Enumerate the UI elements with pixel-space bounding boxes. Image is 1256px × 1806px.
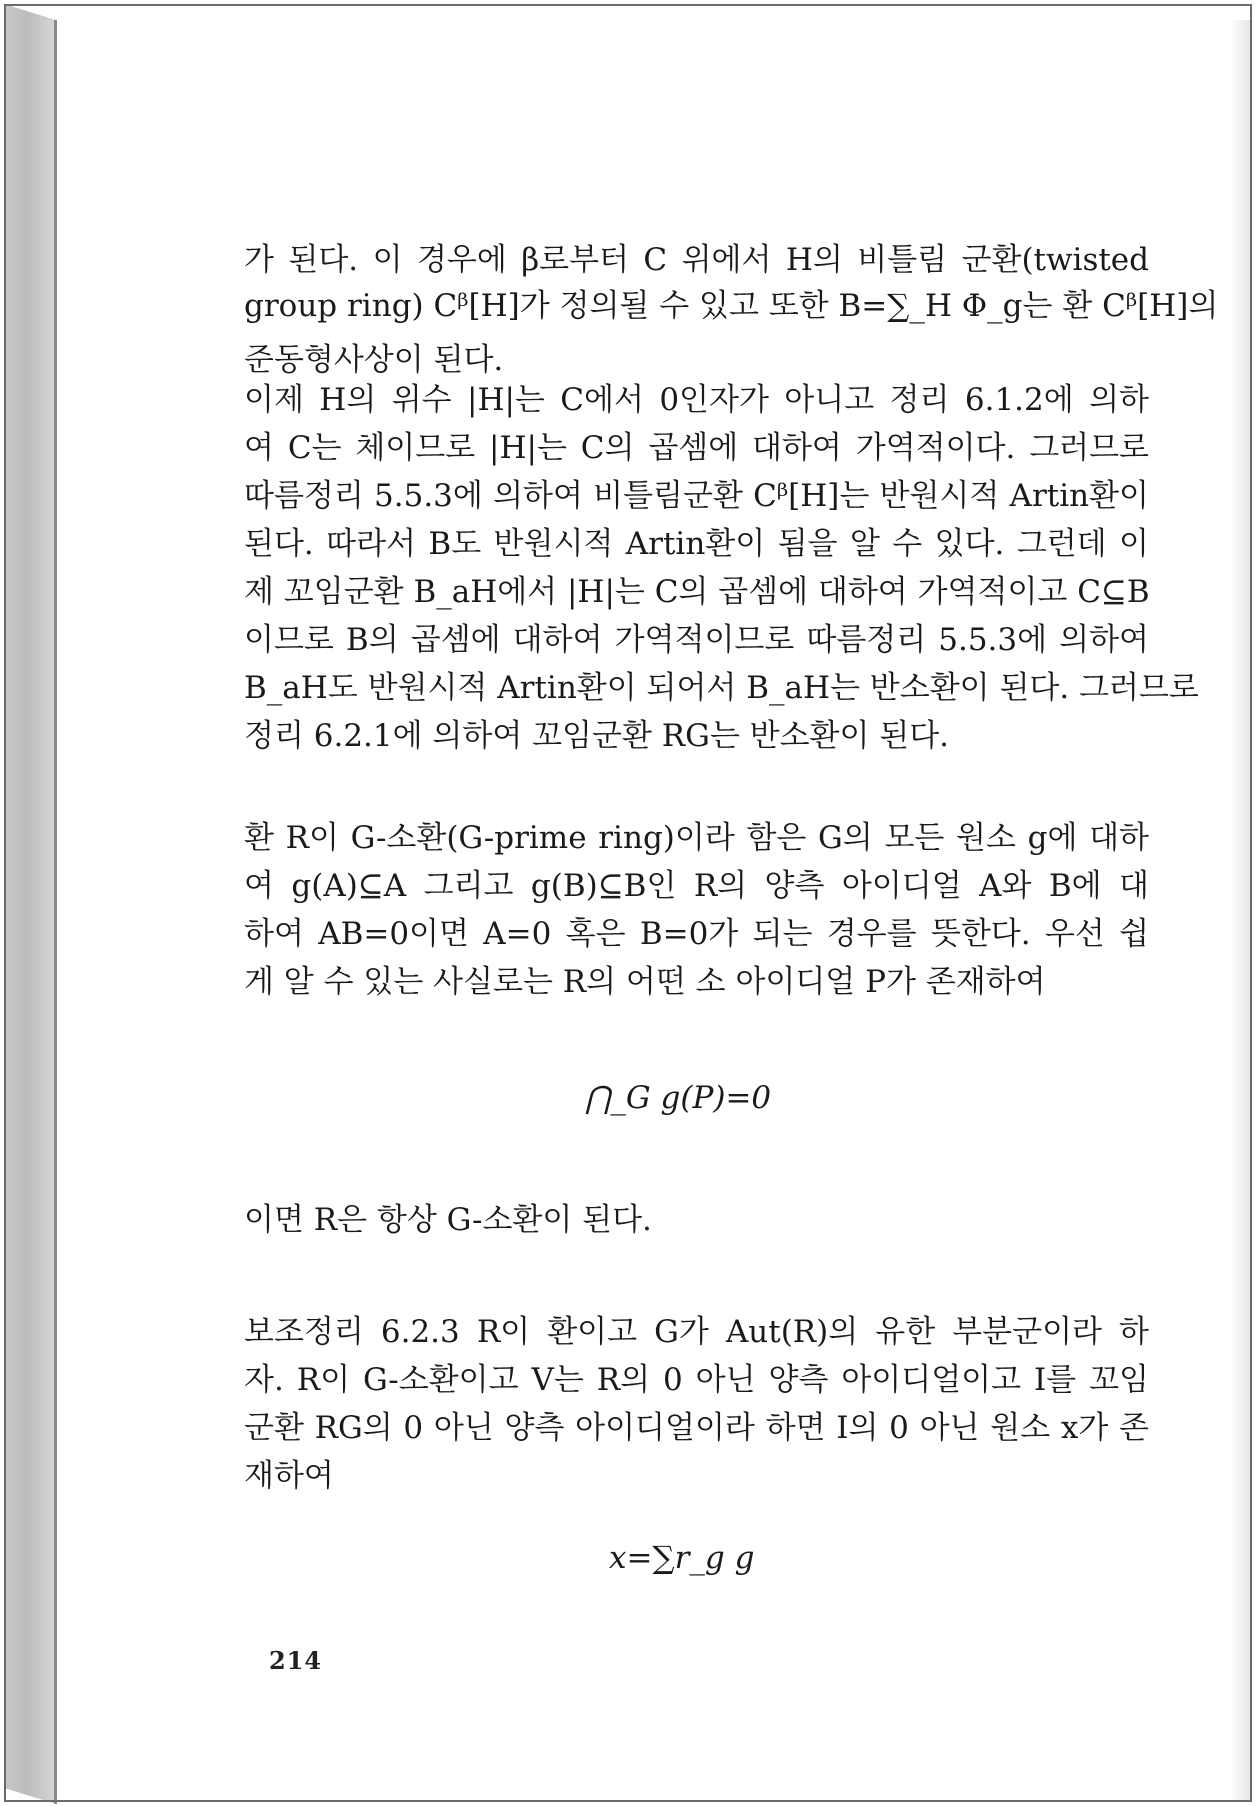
paragraph-2-line-2: 여 C는 체이므로 |H|는 C의 곱셈에 대하여 가역적이다. 그러므로 xyxy=(244,430,1149,466)
page-number: 214 xyxy=(269,1646,323,1675)
paragraph-4-line-1: 이면 R은 항상 G-소환이 된다. xyxy=(244,1202,652,1238)
page-edge-shadow xyxy=(1230,20,1252,1802)
book-spine xyxy=(4,4,56,1804)
page xyxy=(57,20,1252,1802)
paragraph-3-line-2: 여 g(A)⊆A 그리고 g(B)⊆B인 R의 양측 아이디얼 A와 B에 대 xyxy=(244,868,1149,904)
paragraph-2-line-5: 제 꼬임군환 B_aH에서 |H|는 C의 곱셈에 대하여 가역적이고 C⊆B xyxy=(244,574,1150,610)
paragraph-2-line-7: B_aH도 반원시적 Artin환이 되어서 B_aH는 반소환이 된다. 그러므로 xyxy=(244,670,1199,706)
lemma-line-4: 재하여 xyxy=(244,1458,334,1494)
equation-intersection: ⋂_G g(P)=0 xyxy=(585,1080,772,1116)
paragraph-2-line-4: 된다. 따라서 B도 반원시적 Artin환이 됨을 알 수 있다. 그런데 이 xyxy=(244,526,1149,562)
paragraph-1-line-3: 준동형사상이 된다. xyxy=(244,342,504,378)
paragraph-1-line-2: group ring) Cᵝ[H]가 정의될 수 있고 또한 B=∑_H Φ_g는 환 Cᵝ[H]의 xyxy=(244,288,1219,324)
lemma-line-3: 군환 RG의 0 아닌 양측 아이디얼이라 하면 I의 0 아닌 원소 x가 존 xyxy=(244,1410,1149,1446)
paragraph-1-line-1: 가 된다. 이 경우에 β로부터 C 위에서 H의 비틀림 군환(twisted xyxy=(244,242,1149,278)
lemma-line-2: 자. R이 G-소환이고 V는 R의 0 아닌 양측 아이디얼이고 I를 꼬임 xyxy=(244,1362,1149,1398)
paragraph-2-line-6: 이므로 B의 곱셈에 대하여 가역적이므로 따름정리 5.5.3에 의하여 xyxy=(244,622,1149,658)
equation-sum: x=∑r_g g xyxy=(609,1540,755,1576)
lemma-line-1: 보조정리 6.2.3 R이 환이고 G가 Aut(R)의 유한 부분군이라 하 xyxy=(244,1314,1149,1350)
paragraph-3-line-3: 하여 AB=0이면 A=0 혹은 B=0가 되는 경우를 뜻한다. 우선 쉽 xyxy=(244,916,1149,952)
paragraph-3-line-4: 게 알 수 있는 사실로는 R의 어떤 소 아이디얼 P가 존재하여 xyxy=(244,964,1046,1000)
paragraph-3-line-1: 환 R이 G-소환(G-prime ring)이라 함은 G의 모든 원소 g에 대하 xyxy=(244,820,1149,856)
paragraph-2-line-3: 따름정리 5.5.3에 의하여 비틀림군환 Cᵝ[H]는 반원시적 Artin환이 xyxy=(244,478,1149,514)
paragraph-2-line-1: 이제 H의 위수 |H|는 C에서 0인자가 아니고 정리 6.1.2에 의하 xyxy=(244,382,1149,418)
paragraph-2-line-8: 정리 6.2.1에 의하여 꼬임군환 RG는 반소환이 된다. xyxy=(244,718,950,754)
